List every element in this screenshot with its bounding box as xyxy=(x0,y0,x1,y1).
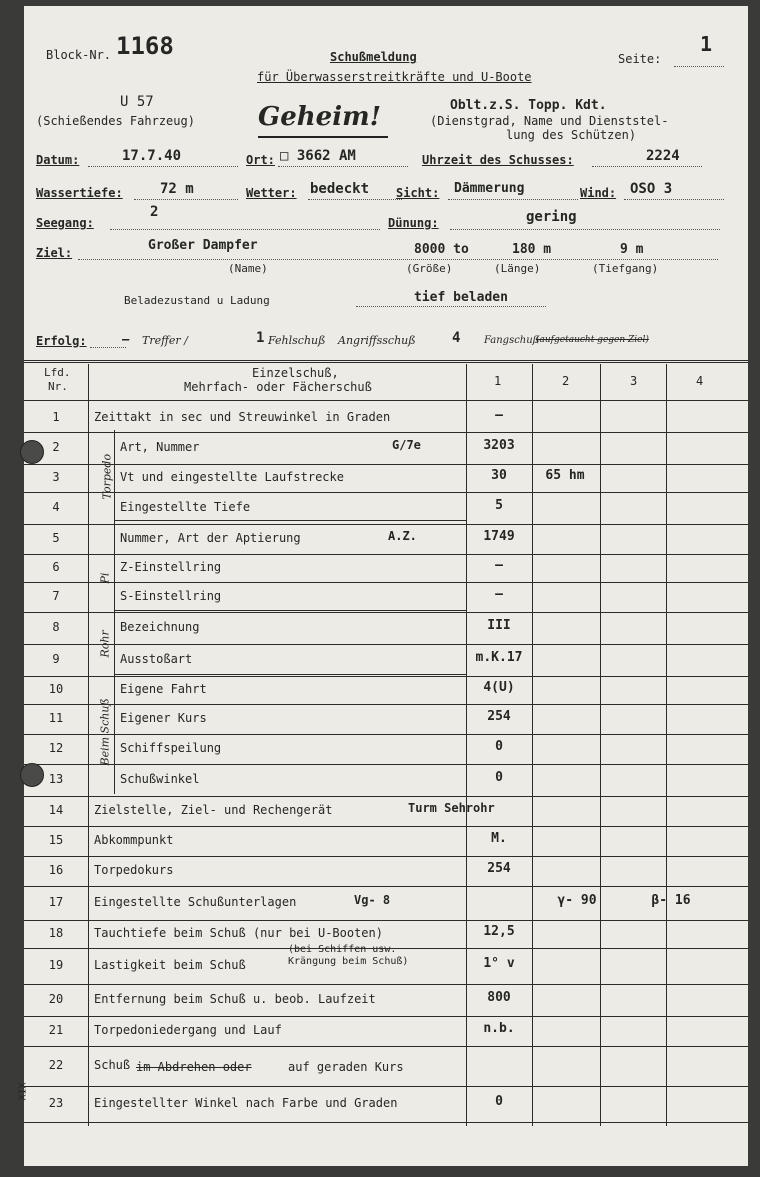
result-catch-struck: (aufgetaucht gegen Ziel) xyxy=(536,335,649,345)
row-number: 6 xyxy=(52,560,60,574)
sight-label: Sicht: xyxy=(396,186,440,200)
row22-rest: auf geraden Kurs xyxy=(288,1060,404,1074)
row-divider xyxy=(24,920,748,921)
value-col-1: 254 xyxy=(487,861,511,876)
head-no2: Nr. xyxy=(48,380,68,393)
target-length: 180 m xyxy=(512,242,552,257)
value-col-1: n.b. xyxy=(483,1021,515,1036)
row-extra: Turm Sehrohr xyxy=(408,801,495,815)
weather-label: Wetter: xyxy=(246,186,297,200)
row-number: 7 xyxy=(52,589,60,603)
row-number: 23 xyxy=(48,1096,64,1110)
row-number: 13 xyxy=(48,772,64,786)
result-hits-label: Treffer / xyxy=(142,334,188,347)
punch-hole-bottom xyxy=(20,763,44,787)
row-divider xyxy=(24,856,748,857)
group-rohr: Rohr xyxy=(98,630,112,658)
row-number: 4 xyxy=(52,500,60,514)
head-desc-1: Einzelschuß, xyxy=(252,366,339,380)
row-divider xyxy=(24,644,748,645)
block-label: Block-Nr. xyxy=(46,48,112,62)
shooter-caption-1: (Dienstgrad, Name und Dienststel- xyxy=(430,114,669,128)
row-divider xyxy=(24,432,748,433)
sight-value: Dämmerung xyxy=(454,181,525,196)
row-label: Eingestellte Tiefe xyxy=(120,500,251,514)
row-label: Eingestellte Schußunterlagen xyxy=(94,895,297,909)
group-divider xyxy=(114,610,466,611)
row-label: Tauchtiefe beim Schuß (nur bei U-Booten) xyxy=(94,926,383,940)
row-label: Nummer, Art der Aptierung xyxy=(120,531,301,545)
row-label: Vt und eingestellte Laufstrecke xyxy=(120,470,344,484)
row-number: 22 xyxy=(48,1058,64,1072)
row19-note-1: (bei Schiffen usw. xyxy=(288,944,397,955)
row-number: 9 xyxy=(52,652,60,666)
row-number: 17 xyxy=(48,895,64,909)
value-col-1: 3203 xyxy=(483,438,515,453)
row-label: Schuß xyxy=(94,1058,131,1072)
value-col-1: 0 xyxy=(495,1094,503,1109)
row22-struck: im Abdrehen oder xyxy=(136,1060,252,1074)
value-col-1: 254 xyxy=(487,709,511,724)
row-divider xyxy=(24,984,748,985)
row-label: Art, Nummer xyxy=(120,440,200,454)
row-label: Torpedoniedergang und Lauf xyxy=(94,1023,282,1037)
row-label: Ausstoßart xyxy=(120,652,193,666)
result-misses-label: Fehlschuß xyxy=(268,334,326,347)
weather-value: bedeckt xyxy=(310,181,370,197)
value-col-1: 12,5 xyxy=(483,924,515,939)
shooter-caption-2: lung des Schützen) xyxy=(506,128,637,142)
group-beim-schuss: Beim Schuß xyxy=(98,698,112,766)
row-divider xyxy=(24,1122,748,1123)
result-hits: — xyxy=(122,332,130,346)
row-number: 10 xyxy=(48,682,64,696)
col-1: 1 xyxy=(494,374,502,388)
row-number: 11 xyxy=(48,711,64,725)
row-number: 8 xyxy=(52,620,60,634)
time-value: 2224 xyxy=(646,148,680,164)
row-label: Lastigkeit beim Schuß xyxy=(94,958,246,972)
row-divider xyxy=(24,886,748,887)
sea-value: 2 xyxy=(150,204,159,220)
row-number: 5 xyxy=(52,531,60,545)
row-number: 16 xyxy=(48,863,64,877)
result-catch-label: Fangschuß xyxy=(484,335,540,346)
page-number: 1 xyxy=(700,32,713,56)
value-col-2: γ- 90 xyxy=(557,893,597,908)
value-col-1: 5 xyxy=(495,498,503,513)
value-col-1: — xyxy=(495,408,503,423)
row-divider xyxy=(24,1046,748,1047)
value-col-1: 4(U) xyxy=(483,680,515,695)
row-label: Eingestellter Winkel nach Farbe und Graden xyxy=(94,1096,398,1110)
depth-label: Wassertiefe: xyxy=(36,186,123,200)
row-label: Torpedokurs xyxy=(94,863,174,877)
value-col-1: 0 xyxy=(495,770,503,785)
result-label: Erfolg: xyxy=(36,334,87,348)
row-divider xyxy=(24,826,748,827)
row-number: 20 xyxy=(48,992,64,1006)
row-divider xyxy=(24,1086,748,1087)
row-label: Eigene Fahrt xyxy=(120,682,207,696)
group-divider xyxy=(114,520,466,521)
row-divider xyxy=(24,612,748,613)
date-value: 17.7.40 xyxy=(122,148,182,164)
wind-label: Wind: xyxy=(580,186,617,200)
row-label: Bezeichnung xyxy=(120,620,200,634)
row-divider xyxy=(24,492,748,493)
row-number: 21 xyxy=(48,1023,64,1037)
row-divider xyxy=(24,676,748,677)
depth-value: 72 m xyxy=(160,181,194,197)
row-number: 3 xyxy=(52,470,60,484)
value-col-1: — xyxy=(495,558,503,573)
report-sheet xyxy=(17,6,748,1166)
shooter-name: Oblt.z.S. Topp. Kdt. xyxy=(450,98,607,113)
row-number: 2 xyxy=(52,440,60,454)
load-label: Beladezustand u Ladung xyxy=(124,294,270,307)
row-extra: A.Z. xyxy=(388,529,417,543)
col-3: 3 xyxy=(630,374,638,388)
row-number: 15 xyxy=(48,833,64,847)
head-no: Lfd. xyxy=(44,366,71,379)
row-divider xyxy=(24,796,748,797)
vessel-name: U 57 xyxy=(120,94,154,110)
row-label: Entfernung beim Schuß u. beob. Laufzeit xyxy=(94,992,376,1006)
value-col-2: 65 hm xyxy=(545,468,585,483)
vessel-caption: (Schießendes Fahrzeug) xyxy=(36,114,195,128)
value-col-3: β- 16 xyxy=(651,893,691,908)
row-number: 1 xyxy=(52,410,60,424)
row-divider xyxy=(24,554,748,555)
block-number: 1168 xyxy=(116,32,174,60)
value-col-1: m.K.17 xyxy=(475,650,523,665)
row-divider xyxy=(24,582,748,583)
group-pi: Pi xyxy=(98,572,112,584)
head-desc-2: Mehrfach- oder Fächerschuß xyxy=(184,380,372,394)
col-4: 4 xyxy=(696,374,704,388)
target-label: Ziel: xyxy=(36,246,73,260)
sea-label: Seegang: xyxy=(36,216,94,230)
row-label: Schußwinkel xyxy=(120,772,200,786)
swell-label: Dünung: xyxy=(388,216,439,230)
col-2: 2 xyxy=(562,374,570,388)
value-col-1: 800 xyxy=(487,990,511,1005)
result-attack-label: Angriffsschuß xyxy=(338,334,416,347)
target-size: 8000 to xyxy=(414,242,469,257)
row-extra: G/7e xyxy=(392,438,421,452)
caption-size: (Größe) xyxy=(406,262,453,275)
form-title: Schußmeldung xyxy=(330,50,417,64)
punch-hole-top xyxy=(20,440,44,464)
row-label: S-Einstellring xyxy=(120,589,222,603)
value-col-1: 30 xyxy=(491,468,507,483)
margin-note: XIX xyxy=(17,1082,29,1101)
caption-draught: (Tiefgang) xyxy=(592,262,659,275)
value-col-1: M. xyxy=(491,831,507,846)
row-number: 12 xyxy=(48,741,64,755)
value-col-1: III xyxy=(487,618,511,633)
form-subtitle: für Überwasserstreitkräfte und U-Boote xyxy=(257,70,532,84)
row-label: Z-Einstellring xyxy=(120,560,222,574)
row-label: Schiffspeilung xyxy=(120,741,222,755)
row-number: 14 xyxy=(48,803,64,817)
row-divider xyxy=(24,764,748,765)
row-label: Eigener Kurs xyxy=(120,711,207,725)
row-divider xyxy=(24,524,748,525)
page-label: Seite: xyxy=(618,52,662,66)
row-divider xyxy=(24,704,748,705)
row-divider xyxy=(24,734,748,735)
value-col-1: 1° v xyxy=(483,956,515,971)
result-attack-value: 4 xyxy=(452,330,461,346)
swell-value: gering xyxy=(526,209,577,225)
row-number: 19 xyxy=(48,958,64,972)
row-divider xyxy=(24,1016,748,1017)
group-torpedo: Torpedo xyxy=(100,453,114,500)
value-col-1: 1749 xyxy=(483,529,515,544)
target-name: Großer Dampfer xyxy=(148,238,258,253)
row-label: Abkommpunkt xyxy=(94,833,174,847)
date-label: Datum: xyxy=(36,153,80,167)
row-label: Zeittakt in sec und Streuwinkel in Graden xyxy=(94,410,391,424)
wind-value: OSO 3 xyxy=(630,181,673,197)
place-value: □ 3662 AM xyxy=(280,148,356,164)
result-misses: 1 xyxy=(256,330,265,346)
value-col-1: 0 xyxy=(495,739,503,754)
row19-note-2: Krängung beim Schuß) xyxy=(288,956,409,967)
row-label: Zielstelle, Ziel- und Rechengerät xyxy=(94,803,333,817)
time-label: Uhrzeit des Schusses: xyxy=(422,153,574,167)
caption-name: (Name) xyxy=(228,262,268,275)
row-divider xyxy=(24,464,748,465)
place-label: Ort: xyxy=(246,153,275,167)
secret-stamp: Geheim! xyxy=(258,102,381,132)
row-number: 18 xyxy=(48,926,64,940)
value-col-1: — xyxy=(495,587,503,602)
load-value: tief beladen xyxy=(414,290,508,305)
group-divider xyxy=(114,674,466,675)
target-draught: 9 m xyxy=(620,242,644,257)
row-extra: Vg- 8 xyxy=(354,893,391,907)
caption-length: (Länge) xyxy=(494,262,541,275)
